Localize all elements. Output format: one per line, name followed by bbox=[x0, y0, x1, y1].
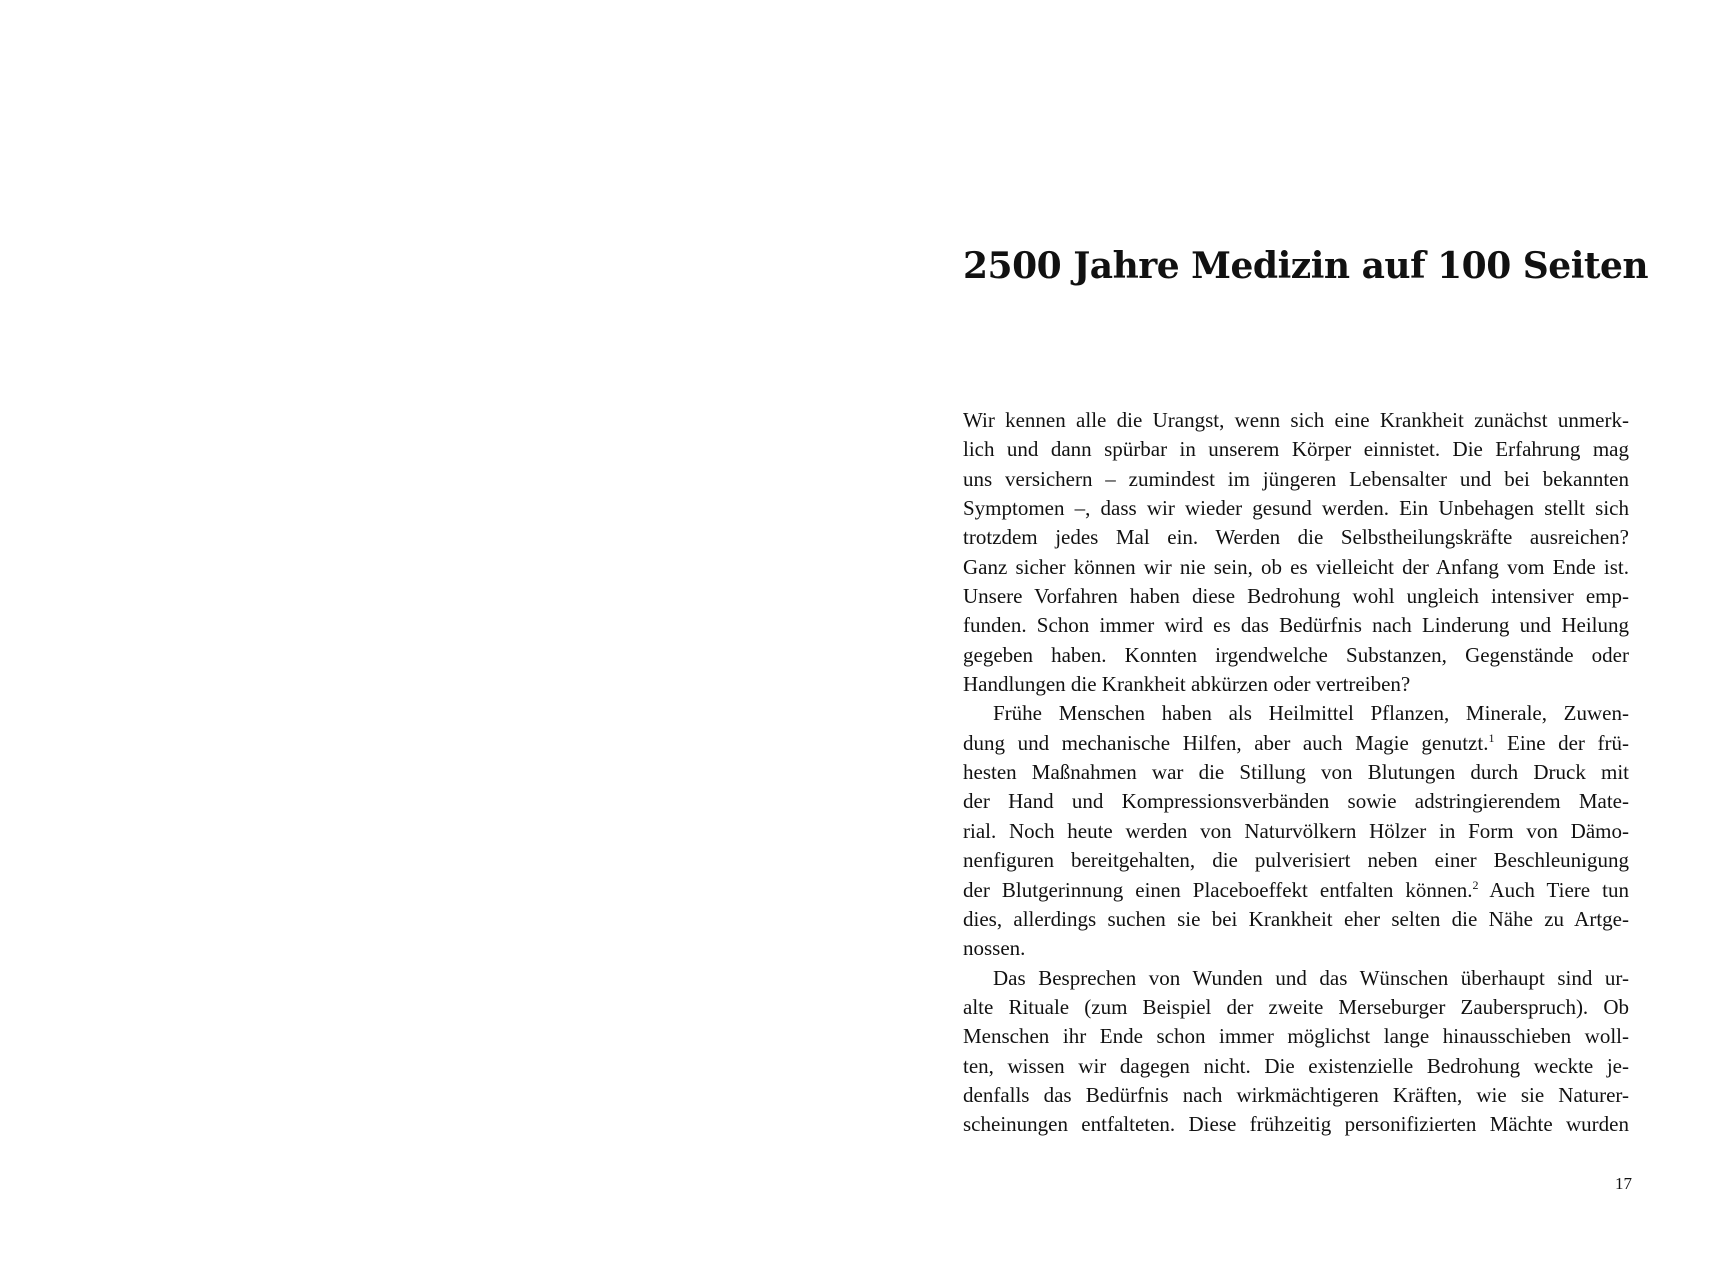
text-line-with-footnote bbox=[963, 729, 1629, 758]
text-segment: dung und mechanische Hilfen, aber auch Magie genutzt. bbox=[963, 730, 1489, 755]
chapter-title: 2500 Jahre Medizin auf 100 Seiten bbox=[963, 245, 1649, 287]
text-line: alte Rituale (zum Beispiel der zweite Merseburger Zauberspruch). Ob bbox=[963, 994, 1629, 1019]
text-segment: der Blutgerinnung einen Placeboeffekt entfalten können. bbox=[963, 877, 1473, 902]
footnote-marker[interactable]: 2 bbox=[1472, 877, 1479, 892]
text-line: hesten Maßnahmen war die Stillung von Blutungen durch Druck mit bbox=[963, 760, 1629, 785]
text-line: ten, wissen wir dagegen nicht. Die existenzielle Bedrohung weckte je- bbox=[963, 1053, 1629, 1078]
text-line: dies, allerdings suchen sie bei Krankheit eher selten die Nähe zu Artge- bbox=[963, 906, 1629, 931]
text-line: funden. Schon immer wird es das Bedürfnis nach Linderung und Heilung bbox=[963, 613, 1629, 638]
body-text bbox=[963, 406, 1629, 1140]
text-segment: Auch Tiere tun bbox=[1478, 877, 1630, 902]
text-line: gegeben haben. Konnten irgendwelche Substanzen, Gegenstände oder bbox=[963, 642, 1629, 667]
text-line: Ganz sicher können wir nie sein, ob es vielleicht der Anfang vom Ende ist. bbox=[963, 554, 1629, 579]
text-line-with-footnote bbox=[963, 876, 1629, 905]
text-line: Das Besprechen von Wunden und das Wünschen überhaupt sind ur- bbox=[993, 965, 1629, 990]
text-line: Frühe Menschen haben als Heilmittel Pflanzen, Minerale, Zuwen- bbox=[993, 701, 1629, 726]
text-segment: Eine der frü- bbox=[1494, 730, 1629, 755]
text-line: der Hand und Kompressionsverbänden sowie adstringierendem Mate- bbox=[963, 789, 1629, 814]
text-line: nenfiguren bereitgehalten, die pulverisiert neben einer Beschleunigung bbox=[963, 848, 1629, 873]
paragraph-1 bbox=[963, 406, 1629, 699]
text-line: uns versichern – zumindest im jüngeren Lebensalter und bei bekannten bbox=[963, 466, 1629, 491]
text-line: lich und dann spürbar in unserem Körper einnistet. Die Erfahrung mag bbox=[963, 437, 1629, 462]
left-page-blank bbox=[0, 0, 856, 1270]
paragraph-2 bbox=[963, 699, 1629, 963]
text-line: Wir kennen alle die Urangst, wenn sich eine Krankheit zunächst unmerk- bbox=[963, 408, 1629, 432]
footnote-marker[interactable]: 1 bbox=[1488, 730, 1495, 745]
page-number: 17 bbox=[1615, 1174, 1632, 1193]
text-line: Menschen ihr Ende schon immer möglichst lange hinausschieben woll- bbox=[963, 1024, 1629, 1049]
text-line: Handlungen die Krankheit abkürzen oder vertreiben? bbox=[963, 672, 1411, 697]
paragraph-3 bbox=[963, 964, 1629, 1140]
text-line: Symptomen –, dass wir wieder gesund werden. Ein Unbehagen stellt sich bbox=[963, 496, 1629, 521]
text-line: rial. Noch heute werden von Naturvölkern Hölzer in Form von Dämo- bbox=[963, 818, 1629, 843]
text-line: scheinungen entfalteten. Diese frühzeitig personifizierten Mächte wurden bbox=[963, 1112, 1629, 1137]
text-line: nossen. bbox=[963, 936, 1026, 961]
right-page bbox=[856, 0, 1713, 1270]
text-line: Unsere Vorfahren haben diese Bedrohung wohl ungleich intensiver emp- bbox=[963, 584, 1629, 609]
text-line: trotzdem jedes Mal ein. Werden die Selbstheilungskräfte ausreichen? bbox=[963, 525, 1629, 550]
text-line: denfalls das Bedürfnis nach wirkmächtigeren Kräften, wie sie Naturer- bbox=[963, 1082, 1629, 1107]
